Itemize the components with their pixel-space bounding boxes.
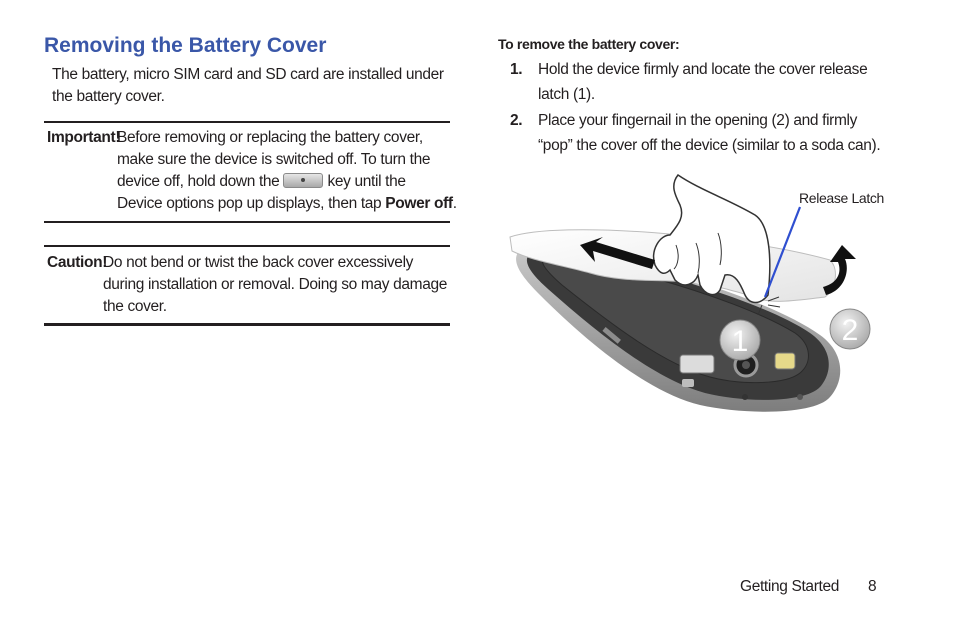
speaker-grille-icon (682, 379, 694, 387)
battery-cover-illustration (500, 165, 900, 425)
power-off-term: Power off (385, 195, 453, 212)
marker-2-label: 2 (841, 314, 859, 347)
power-key-icon (283, 173, 323, 188)
step-1-line-2: latch (1). (538, 86, 595, 103)
important-line-3-end: key until the (327, 173, 406, 190)
step-1-number: 1. (510, 61, 523, 78)
important-line-1: Before removing or replacing the battery cover, (117, 129, 423, 146)
important-bottom-rule (44, 221, 450, 223)
step-2-line-1: Place your fingernail in the opening (2) and firmly (538, 112, 858, 129)
section-title: Removing the Battery Cover (44, 34, 327, 57)
caution-line-2: during installation or removal. Doing so may damage (103, 276, 448, 293)
important-line-4 (117, 193, 457, 215)
camera-module-icon (680, 355, 714, 373)
flash-icon (775, 353, 795, 369)
important-line-4-start: Device options pop up displays, then tap (117, 195, 386, 212)
procedure-title: To remove the battery cover: (498, 36, 680, 52)
caution-line-3: the cover. (103, 298, 167, 315)
step-2-line-2: “pop” the cover off the device (similar to a soda can). (538, 137, 881, 154)
caution-label: Caution! (47, 254, 108, 271)
caution-top-rule (44, 245, 450, 247)
important-label: Important! (47, 129, 121, 146)
step-2 (510, 108, 900, 158)
important-top-rule (44, 121, 450, 123)
release-latch-callout: Release Latch (799, 190, 884, 206)
step-2-number: 2. (510, 112, 523, 129)
marker-1-label: 1 (731, 325, 749, 358)
caution-line-1: Do not bend or twist the back cover excessively (103, 254, 414, 271)
important-line-2: make sure the device is switched off. To turn the (117, 151, 431, 168)
important-line-3 (117, 171, 457, 193)
footer-page-number: 8 (868, 578, 877, 595)
important-note (47, 127, 457, 217)
important-line-3-start: device off, hold down the (117, 173, 280, 190)
caution-bottom-rule (44, 323, 450, 326)
intro-paragraph: The battery, micro SIM card and SD card are installed under the battery cover. (52, 66, 444, 105)
step-1-line-1: Hold the device firmly and locate the cover release (538, 61, 868, 78)
footer-chapter: Getting Started (740, 578, 840, 595)
step-1 (510, 57, 900, 107)
important-line-4-end: . (452, 195, 457, 212)
caution-note (47, 252, 451, 322)
